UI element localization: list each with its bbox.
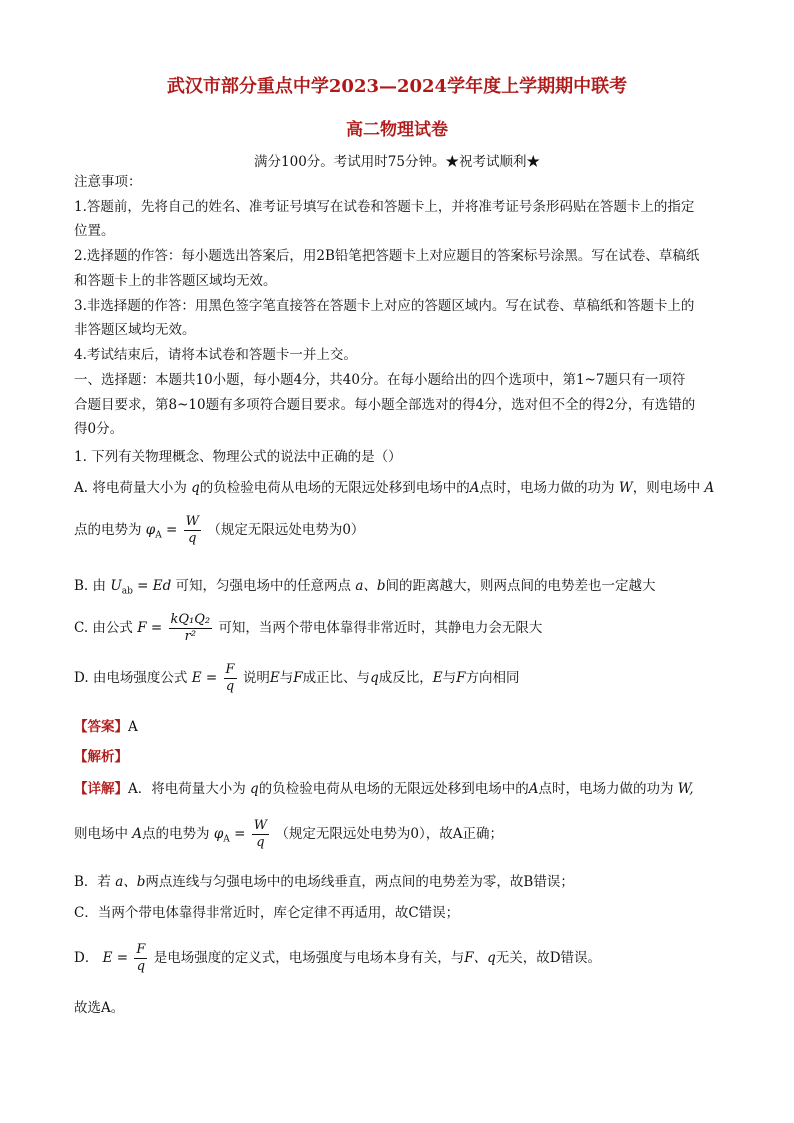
formula-w-over-q-2: $\frac{W}{q}$: [253, 818, 268, 850]
detail-b: B．若 a、b两点连线与匀强电场中的电场线垂直，两点间的电势差为零，故B错误；: [74, 874, 574, 890]
formula-coulomb: $\frac{\text{kQ₁Q₂}}{\text{r²}}$: [170, 612, 211, 644]
section-line-3: 得0分。: [74, 421, 124, 437]
note-1b: 位置。: [74, 223, 115, 239]
note-2a: 2.选择题的作答：每小题选出答案后，用2B铅笔把答题卡上对应题目的答案标号涂黑。写在试卷、草稿纸: [74, 248, 700, 264]
exam-subtitle: 高二物理试卷: [346, 120, 448, 140]
section-line-2: 合题目要求，第8~10题有多项符合题目要求。每小题全部选对的得4分，选对但不全的得2分，有选错的: [74, 397, 696, 413]
detail-tag: 【详解】: [74, 781, 128, 797]
detail-line-1: 【详解】A．将电荷量大小为 q的负检验电荷从电场的无限远处移到电场中的A点时，电场力做的功为 W,: [74, 781, 694, 797]
note-4: 4.考试结束后，请将本试卷和答题卡一并上交。: [74, 347, 357, 363]
note-1a: 1.答题前，先将自己的姓名、准考证号填写在试卷和答题卡上，并将准考证号条形码贴在答题卡上的指定: [74, 199, 695, 215]
phi-symbol: φ: [145, 522, 156, 538]
formula-f-over-q-2: $\frac{F}{q}$: [136, 942, 146, 974]
formula-f-over-q: $\frac{F}{q}$: [225, 662, 235, 694]
detail-c: C．当两个带电体靠得非常近时，库仑定律不再适用，故C错误；: [74, 905, 460, 921]
answer-line: [74, 717, 138, 737]
option-a-line-1: A. 将电荷量大小为 q的负检验电荷从电场的无限远处移到电场中的A点时，电场力做的功为 W，则电场中 A: [74, 480, 715, 496]
question-1-stem: 1. 下列有关物理概念、物理公式的说法中正确的是（）: [74, 449, 402, 465]
detail-d: D． E = $\frac{F}{q}$ 是电场强度的定义式，电场强度与电场本身有关，与F、q无关，故D错误。: [74, 942, 602, 974]
option-a-line-2: 点的电势为 $\varphi_A$ = $\frac{W}{q}$ （规定无限远处电势为0）: [74, 514, 365, 546]
option-b: B. 由 $U_{ab} = Ed$ 可知，匀强电场中的任意两点 a、b间的距离越大，则两点间的电势差也一定越大: [74, 578, 656, 597]
section-line-1: 一、选择题：本题共10小题，每小题4分，共40分。在每小题给出的四个选项中，第1~7题只有一项符: [74, 372, 686, 388]
conclusion: 故选A。: [74, 1000, 125, 1016]
detail-line-2: 则电场中 A点的电势为 $\varphi_A$ = $\frac{W}{q}$ （规定无限远处电势为0），故A正确；: [74, 818, 503, 850]
exam-info: 满分100分。考试用时75分钟。★祝考试顺利★: [254, 154, 540, 170]
note-3b: 非答题区域均无效。: [74, 322, 196, 338]
notes-heading: 注意事项：: [74, 174, 142, 190]
analysis-tag: 【解析】: [74, 749, 128, 765]
answer-tag: 【答案】: [74, 719, 128, 735]
formula-w-over-q: $\frac{W}{q}$: [185, 514, 200, 546]
note-2b: 和答题卡上的非答题区域均无效。: [74, 273, 277, 289]
answer-value: A: [128, 719, 138, 735]
option-d: D. 由电场强度公式 E = $\frac{F}{q}$ 说明E与F成正比、与q成反比，E与F方向相同: [74, 662, 520, 694]
option-c: C. 由公式 F = $\frac{\text{kQ₁Q₂}}{\text{r²}}$ 可知，当两个带电体靠得非常近时，其静电力会无限大: [74, 612, 543, 644]
note-3a: 3.非选择题的作答：用黑色签字笔直接答在答题卡上对应的答题区域内。写在试卷、草稿纸和答题卡上的: [74, 298, 695, 314]
exam-title: 武汉市部分重点中学2023—2024学年度上学期期中联考: [166, 76, 628, 97]
